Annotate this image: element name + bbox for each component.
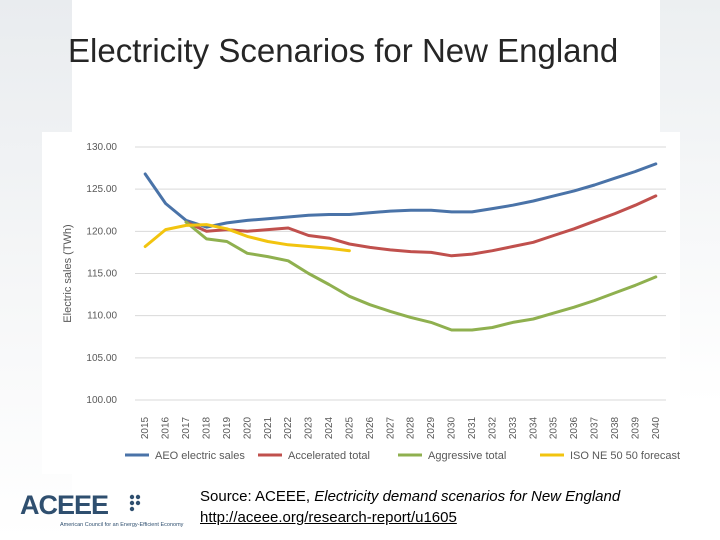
source-citation bbox=[200, 486, 710, 528]
x-tick-label: 2035 bbox=[548, 416, 560, 440]
x-tick-label: 2040 bbox=[650, 416, 662, 440]
y-tick-label: 130.00 bbox=[86, 142, 117, 153]
y-tick-label: 105.00 bbox=[86, 352, 117, 364]
x-tick-label: 2022 bbox=[283, 416, 295, 440]
x-tick-label: 2023 bbox=[303, 416, 315, 440]
chart-panel bbox=[42, 132, 680, 474]
x-tick-label: 2028 bbox=[405, 416, 417, 440]
x-tick-label: 2017 bbox=[181, 416, 193, 440]
x-tick-label: 2039 bbox=[630, 416, 642, 440]
x-tick-label: 2020 bbox=[242, 416, 254, 440]
x-tick-label: 2025 bbox=[344, 416, 356, 440]
legend-label-aeo-electric-sales: AEO electric sales bbox=[155, 450, 245, 462]
x-tick-label: 2034 bbox=[528, 416, 540, 440]
y-tick-label: 100.00 bbox=[86, 395, 117, 406]
y-tick-label: 125.00 bbox=[86, 184, 117, 196]
x-tick-label: 2015 bbox=[140, 416, 152, 440]
x-tick-label: 2038 bbox=[609, 416, 621, 440]
y-axis-label: Electric sales (TWh) bbox=[62, 224, 74, 323]
legend-label-aggressive-total: Aggressive total bbox=[428, 450, 507, 462]
x-tick-label: 2030 bbox=[446, 416, 458, 440]
x-tick-label: 2036 bbox=[569, 416, 581, 440]
x-tick-label: 2029 bbox=[426, 416, 438, 440]
x-tick-label: 2037 bbox=[589, 416, 601, 440]
electric-sales-line-chart bbox=[42, 132, 680, 474]
x-tick-label: 2027 bbox=[385, 416, 397, 440]
x-tick-label: 2021 bbox=[262, 416, 274, 440]
x-tick-label: 2024 bbox=[324, 416, 336, 440]
source-prefix: Source: ACEEE, bbox=[200, 488, 315, 505]
y-tick-label: 115.00 bbox=[87, 268, 117, 280]
x-tick-label: 2019 bbox=[221, 416, 233, 440]
x-tick-label: 2031 bbox=[466, 416, 478, 440]
series-line-accelerated-total bbox=[186, 196, 656, 256]
source-report-title: Electricity demand scenarios for New England bbox=[314, 488, 621, 505]
x-tick-label: 2032 bbox=[487, 416, 499, 440]
x-tick-label: 2016 bbox=[160, 416, 172, 440]
aceee-logo bbox=[18, 488, 198, 530]
source-link[interactable]: http://aceee.org/research-report/u1605 bbox=[200, 509, 457, 526]
legend-label-iso-ne-50-50-forecast: ISO NE 50 50 forecast bbox=[570, 450, 680, 462]
y-tick-label: 120.00 bbox=[86, 226, 117, 238]
legend-label-accelerated-total: Accelerated total bbox=[288, 450, 370, 462]
logo-dots bbox=[130, 495, 140, 511]
slide-title: Electricity Scenarios for New England bbox=[68, 32, 619, 69]
x-tick-label: 2018 bbox=[201, 416, 213, 440]
series-line-aeo-electric-sales bbox=[145, 164, 656, 227]
x-tick-label: 2033 bbox=[507, 416, 519, 440]
y-tick-label: 110.00 bbox=[87, 310, 117, 322]
logo-tagline: American Council for an Energy-Efficient Economy bbox=[60, 522, 184, 528]
x-tick-label: 2026 bbox=[364, 416, 376, 440]
logo-wordmark: ACEEE bbox=[20, 490, 109, 520]
